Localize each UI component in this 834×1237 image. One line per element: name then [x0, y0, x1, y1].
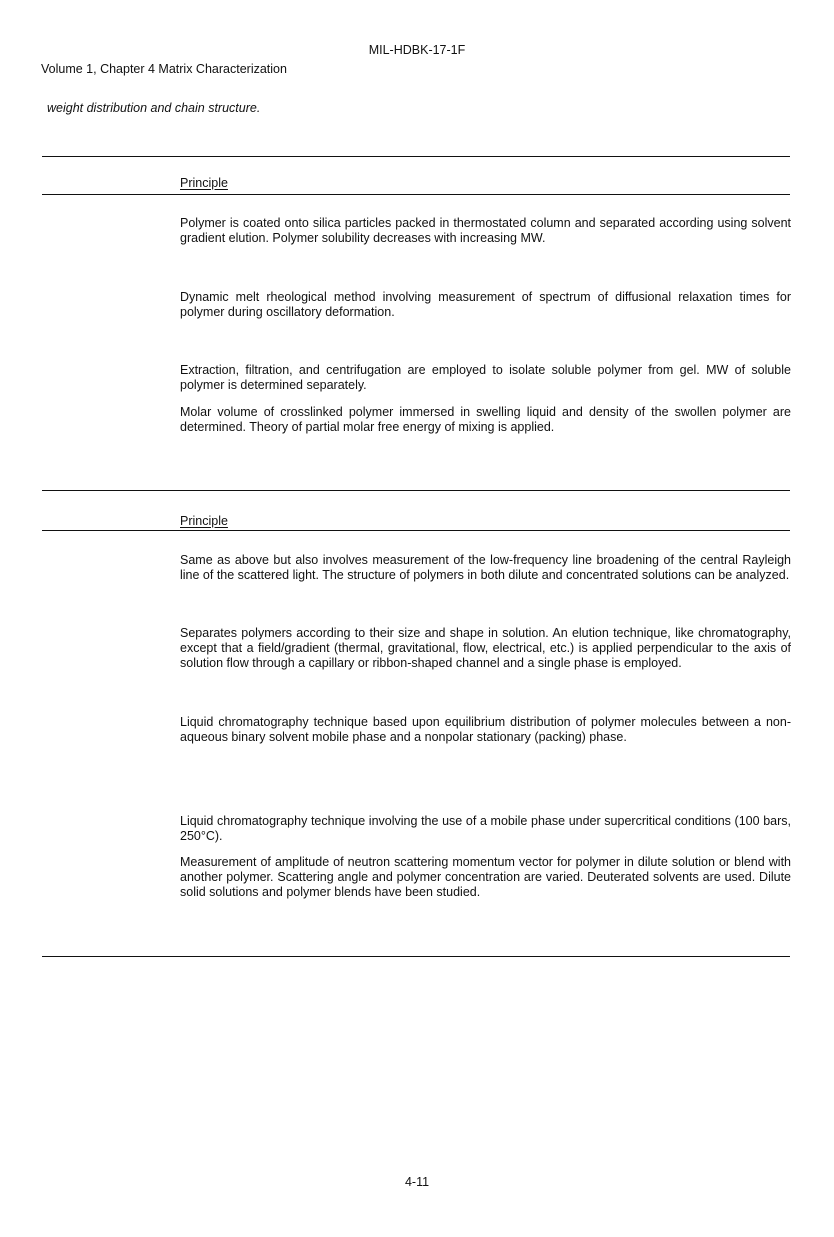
table-1-row-3-principle: Extraction, filtration, and centrifugation are employed to isolate soluble polymer from gel. MW of soluble polymer is determined separately.: [180, 363, 791, 392]
table-1-row-1-principle: Polymer is coated onto silica particles packed in thermostated column and separated according using solvent gradient elution. Polymer solubility decreases with increasing MW.: [180, 216, 791, 245]
continuation-text: weight distribution and chain structure.: [47, 101, 261, 115]
table-2-row-4-principle: Liquid chromatography technique involving the use of a mobile phase under supercritical conditions (100 bars, 250°C).: [180, 814, 791, 843]
table-2-row-2-principle: Separates polymers according to their size and shape in solution. An elution technique, like chromatography, except that a field/gradient (thermal, gravitational, flow, electrical, etc.) is applied perpendicular to the axis of solution flow through a capillary or ribbon-shaped channel and a single phase is employed.: [180, 626, 791, 670]
table-2-bottom-rule: [42, 956, 790, 957]
running-head: Volume 1, Chapter 4 Matrix Characterization: [41, 62, 287, 76]
page-number: 4-11: [404, 1175, 430, 1189]
table-2-row-3-principle: Liquid chromatography technique based upon equilibrium distribution of polymer molecules between a non-aqueous binary solvent mobile phase and a nonpolar stationary (packing) phase.: [180, 715, 791, 744]
table-2-header-rule: [42, 530, 790, 531]
table-2-row-5-principle: Measurement of amplitude of neutron scattering momentum vector for polymer in dilute solution or blend with another polymer. Scattering angle and polymer concentration are varied. Deuterated solvents are used. Dilute solid solutions and polymer blends have been studied.: [180, 855, 791, 899]
document-id: MIL-HDBK-17-1F: [368, 43, 466, 57]
table-1-row-4-principle: Molar volume of crosslinked polymer immersed in swelling liquid and density of the swollen polymer are determined. Theory of partial molar free energy of mixing is applied.: [180, 405, 791, 434]
table-1-bottom-rule: [42, 490, 790, 491]
table-1-column-header: Principle: [180, 176, 228, 190]
table-2-row-1-principle: Same as above but also involves measurement of the low-frequency line broadening of the central Rayleigh line of the scattered light. The structure of polymers in both dilute and concentrated solutions can be analyzed.: [180, 553, 791, 582]
table-2-column-header: Principle: [180, 514, 228, 528]
table-1-row-2-principle: Dynamic melt rheological method involving measurement of spectrum of diffusional relaxation times for polymer during oscillatory deformation.: [180, 290, 791, 319]
table-1-header-rule: [42, 194, 790, 195]
table-1-top-rule: [42, 156, 790, 157]
